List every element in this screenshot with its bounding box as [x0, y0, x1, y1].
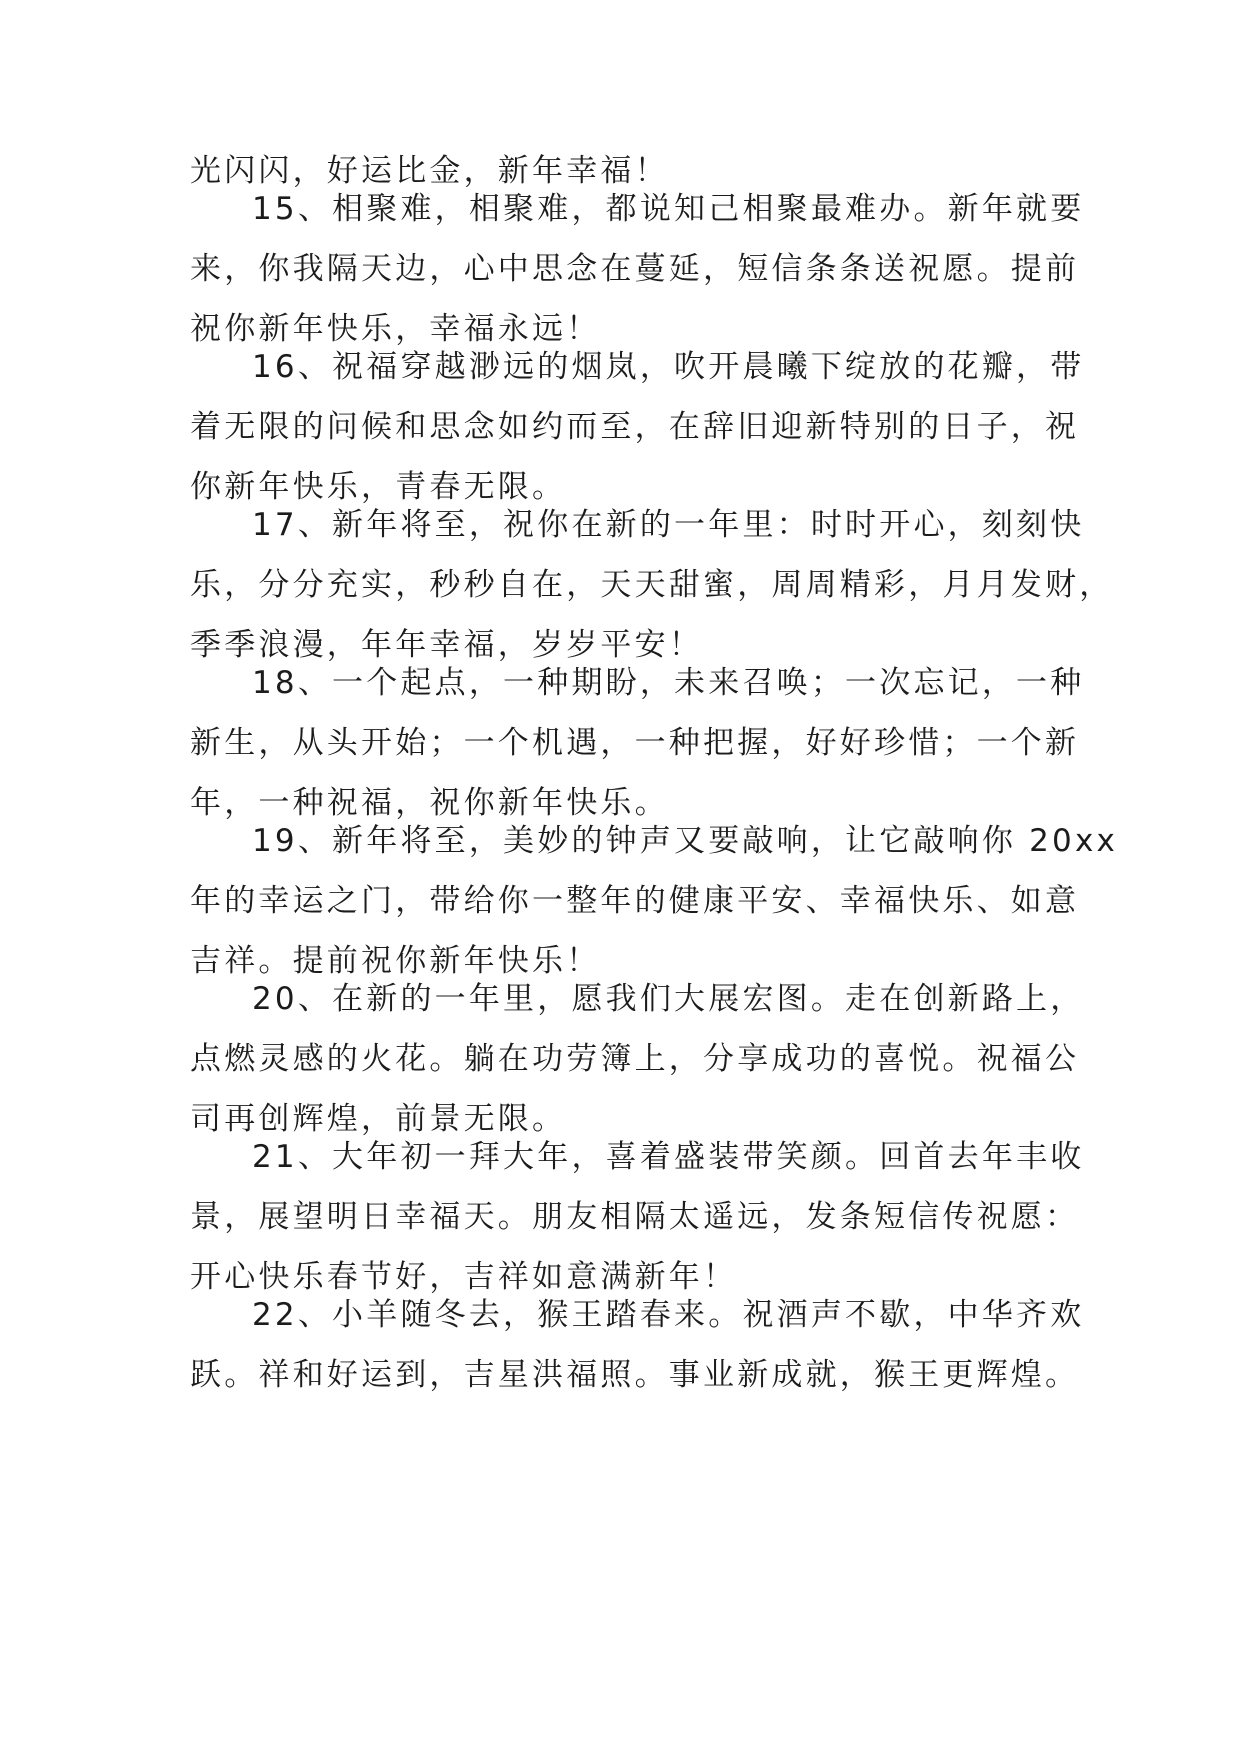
paragraph-17 [190, 506, 1114, 664]
paragraph-line: 年的幸运之门，带给你一整年的健康平安、幸福快乐、如意 [190, 883, 1080, 919]
paragraph-18 [190, 664, 1085, 822]
paragraph-line: 景，展望明日幸福天。朋友相隔太遥远，发条短信传祝愿： [190, 1199, 1080, 1235]
paragraph-line: 点燃灵感的火花。躺在功劳簿上，分享成功的喜悦。祝福公 [190, 1041, 1080, 1077]
paragraph-line: 来，你我隔天边，心中思念在蔓延，短信条条送祝愿。提前 [190, 251, 1080, 287]
paragraph-16 [190, 348, 1085, 506]
paragraph-line: 乐，分分充实，秒秒自在，天天甜蜜，周周精彩，月月发财， [190, 567, 1114, 603]
paragraph-line: 17、新年将至，祝你在新的一年里：时时开心，刻刻快 [252, 507, 1085, 543]
paragraph-line: 着无限的问候和思念如约而至，在辞旧迎新特别的日子，祝 [190, 409, 1080, 445]
paragraph-19 [190, 822, 1119, 980]
paragraph-line: 祝你新年快乐，幸福永远！ [190, 311, 601, 347]
paragraph-line: 你新年快乐，青春无限。 [190, 469, 567, 505]
paragraph-15 [190, 190, 1085, 348]
document-body [190, 152, 1119, 1394]
paragraph-line: 年，一种祝福，祝你新年快乐。 [190, 785, 669, 821]
paragraph-22 [190, 1296, 1085, 1394]
paragraph-line: 20、在新的一年里，愿我们大展宏图。走在创新路上， [252, 981, 1085, 1017]
paragraph-20 [190, 980, 1085, 1138]
paragraph-line: 15、相聚难，相聚难，都说知己相聚最难办。新年就要 [252, 191, 1085, 227]
paragraph-line: 跃。祥和好运到，吉星洪福照。事业新成就，猴王更辉煌。 [190, 1357, 1080, 1393]
paragraph-line: 22、小羊随冬去，猴王踏春来。祝酒声不歇，中华齐欢 [252, 1297, 1085, 1333]
paragraph-line: 吉祥。提前祝你新年快乐！ [190, 943, 601, 979]
paragraph-21 [190, 1138, 1085, 1296]
paragraph-line: 16、祝福穿越渺远的烟岚，吹开晨曦下绽放的花瓣，带 [252, 349, 1085, 385]
paragraph-line: 季季浪漫，年年幸福，岁岁平安！ [190, 627, 703, 663]
continued-line: 光闪闪，好运比金，新年幸福！ [190, 153, 669, 189]
paragraph-line: 21、大年初一拜大年，喜着盛装带笑颜。回首去年丰收 [252, 1139, 1085, 1175]
paragraph-line: 19、新年将至，美妙的钟声又要敲响，让它敲响你 20xx [252, 823, 1119, 859]
paragraph-line: 司再创辉煌，前景无限。 [190, 1101, 567, 1137]
paragraph-line: 18、一个起点，一种期盼，未来召唤；一次忘记，一种 [252, 665, 1085, 701]
paragraph-line: 新生，从头开始；一个机遇，一种把握，好好珍惜；一个新 [190, 725, 1080, 761]
paragraph-line: 开心快乐春节好，吉祥如意满新年！ [190, 1259, 738, 1295]
